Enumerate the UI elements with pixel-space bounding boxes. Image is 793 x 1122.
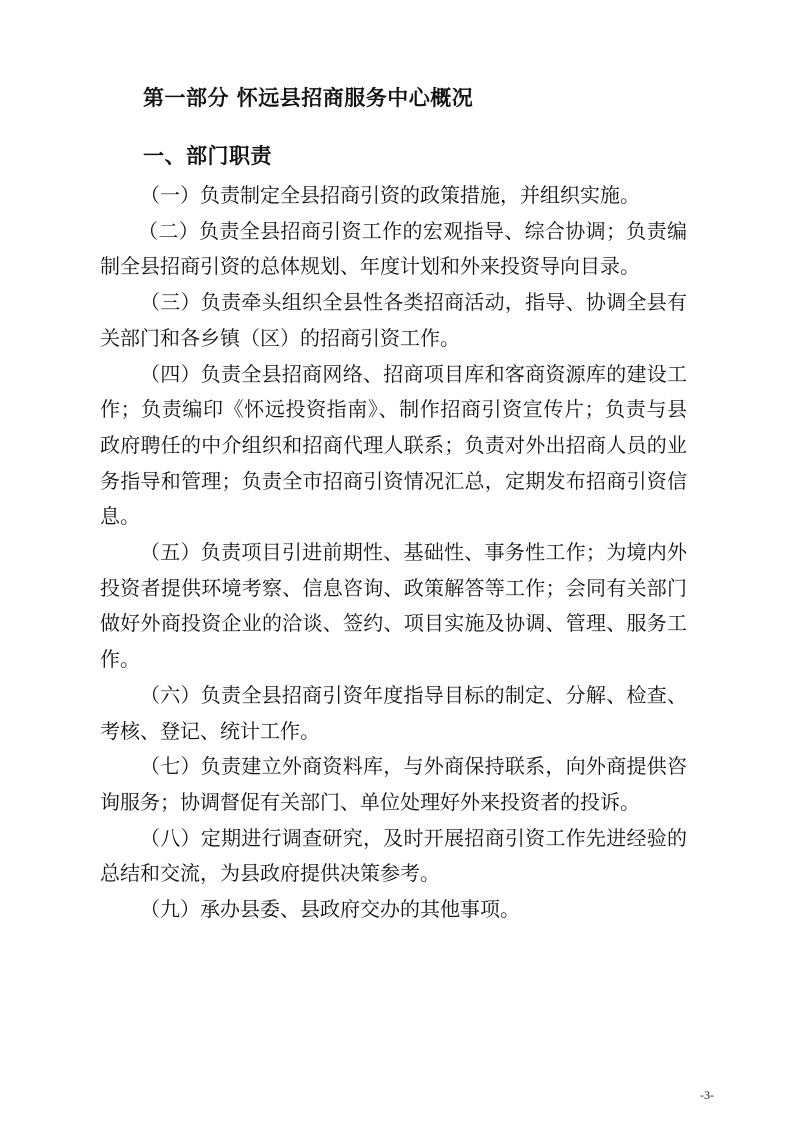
document-body [100, 178, 687, 928]
paragraph-9: （九）承办县委、县政府交办的其他事项。 [140, 897, 520, 922]
paragraph-7: （七）负责建立外商资料库，与外商保持联系，向外商提供咨询服务；协调督促有关部门、单位处理好外来投资者的投诉。 [100, 754, 687, 814]
page-number: -3- [700, 1088, 714, 1102]
paragraph-4: （四）负责全县招商网络、招商项目库和客商资源库的建设工作；负责编印《怀远投资指南》、制作招商引资宣传片；负责与县政府聘任的中介组织和招商代理人联系；负责对外出招商人员的业务指导和管理；负责全市招商引资情况汇总，定期发布招商引资信息。 [100, 361, 687, 529]
paragraph-3: （三）负责牵头组织全县性各类招商活动，指导、协调全县有关部门和各乡镇（区）的招商引资工作。 [100, 290, 687, 350]
paragraph-6: （六）负责全县招商引资年度指导目标的制定、分解、检查、考核、登记、统计工作。 [100, 682, 687, 743]
section-title: 第一部分 怀远县招商服务中心概况 [143, 86, 474, 110]
paragraph-5: （五）负责项目引进前期性、基础性、事务性工作；为境内外投资者提供环境考察、信息咨询、政策解答等工作；会同有关部门做好外商投资企业的洽谈、签约、项目实施及协调、管理、服务工作。 [100, 540, 687, 672]
subsection-title: 一、部门职责 [143, 144, 272, 168]
paragraph-2: （二）负责全县招商引资工作的宏观指导、综合协调；负责编制全县招商引资的总体规划、年度计划和外来投资导向目录。 [100, 218, 687, 279]
paragraph-1: （一）负责制定全县招商引资的政策措施，并组织实施。 [140, 183, 640, 207]
paragraph-8: （八）定期进行调查研究，及时开展招商引资工作先进经验的总结和交流，为县政府提供决策参考。 [100, 825, 687, 886]
